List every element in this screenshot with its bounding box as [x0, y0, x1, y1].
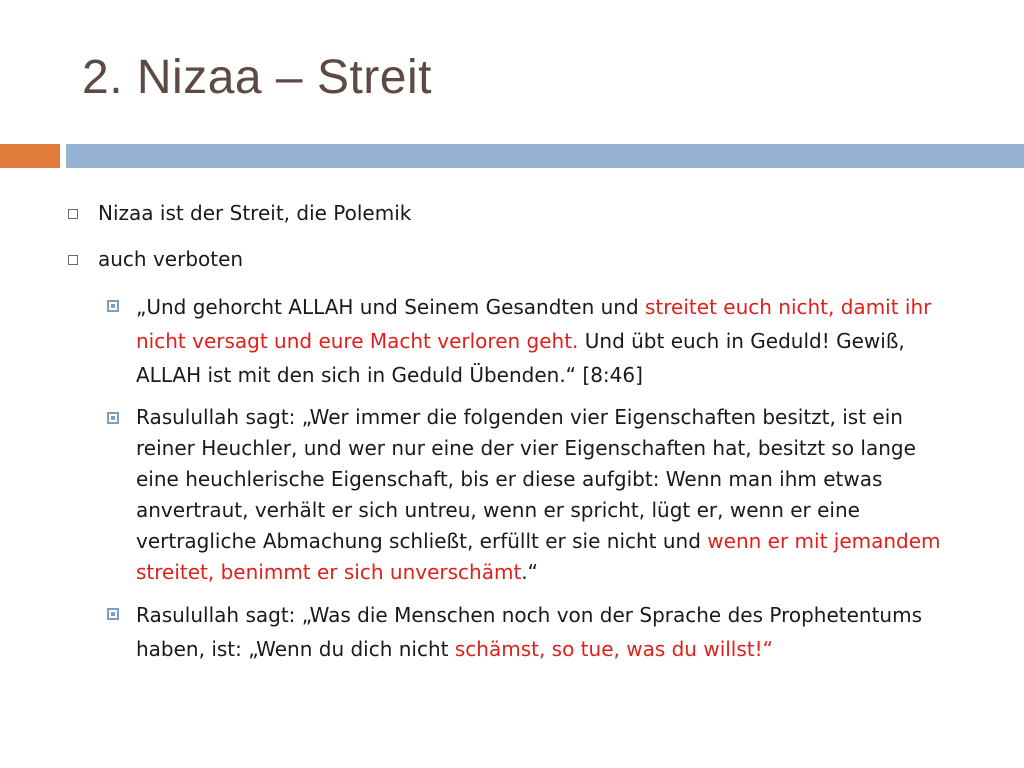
accent-bar-blue [66, 144, 1024, 168]
quote-text: Rasulullah sagt: „Wer immer die folgenden vier Eigenschaften besitzt, ist ein reiner Heuchler, und wer nur eine der vier Eigenschaften hat, besitzt so lange eine heuchlerische Eigenschaft, bis er diese aufgibt: Wenn man ihm etwas anvertraut, verhält er sich untreu, wenn er spricht, lügt er, wenn er eine vertragliche Abmachung schließt, erfüllt er sie nicht und [136, 405, 916, 553]
slide-title: 2. Nizaa – Streit [82, 51, 432, 104]
sub-bullet-item [60, 402, 956, 588]
square-bullet-icon [107, 412, 119, 424]
bullet-text: auch verboten [98, 247, 244, 271]
bullet-item [60, 244, 980, 274]
bullet-text: Nizaa ist der Streit, die Polemik [98, 201, 412, 225]
quote-text: „Und gehorcht ALLAH und Seinem Gesandten und [136, 295, 646, 319]
quote-text: .“ [521, 560, 539, 584]
bullet-item [60, 198, 980, 228]
quote-highlight: schämst, so tue, was du willst!“ [454, 637, 774, 661]
quote-text: Rasulullah sagt: „Was die Menschen noch von der Sprache des Prophetentums haben, ist: „Wenn du dich nicht [136, 603, 923, 661]
sub-bullet-item [60, 598, 956, 666]
quote-text: Und übt euch in Geduld! Gewiß, ALLAH ist mit den sich in Geduld Übenden.“ [8:46] [136, 329, 905, 387]
slide-content [60, 198, 980, 676]
quote-highlight: wenn er mit jemandem streitet, benimmt er sich unverschämt [136, 529, 941, 584]
hollow-square-bullet-icon [68, 209, 78, 219]
accent-bar-orange [0, 144, 60, 168]
square-bullet-icon [107, 608, 119, 620]
hollow-square-bullet-icon [68, 255, 78, 265]
quote-highlight: streitet euch nicht, damit ihr nicht versagt und eure Macht verloren geht. [136, 295, 932, 353]
sub-bullet-item [60, 290, 956, 392]
square-bullet-icon [107, 300, 119, 312]
